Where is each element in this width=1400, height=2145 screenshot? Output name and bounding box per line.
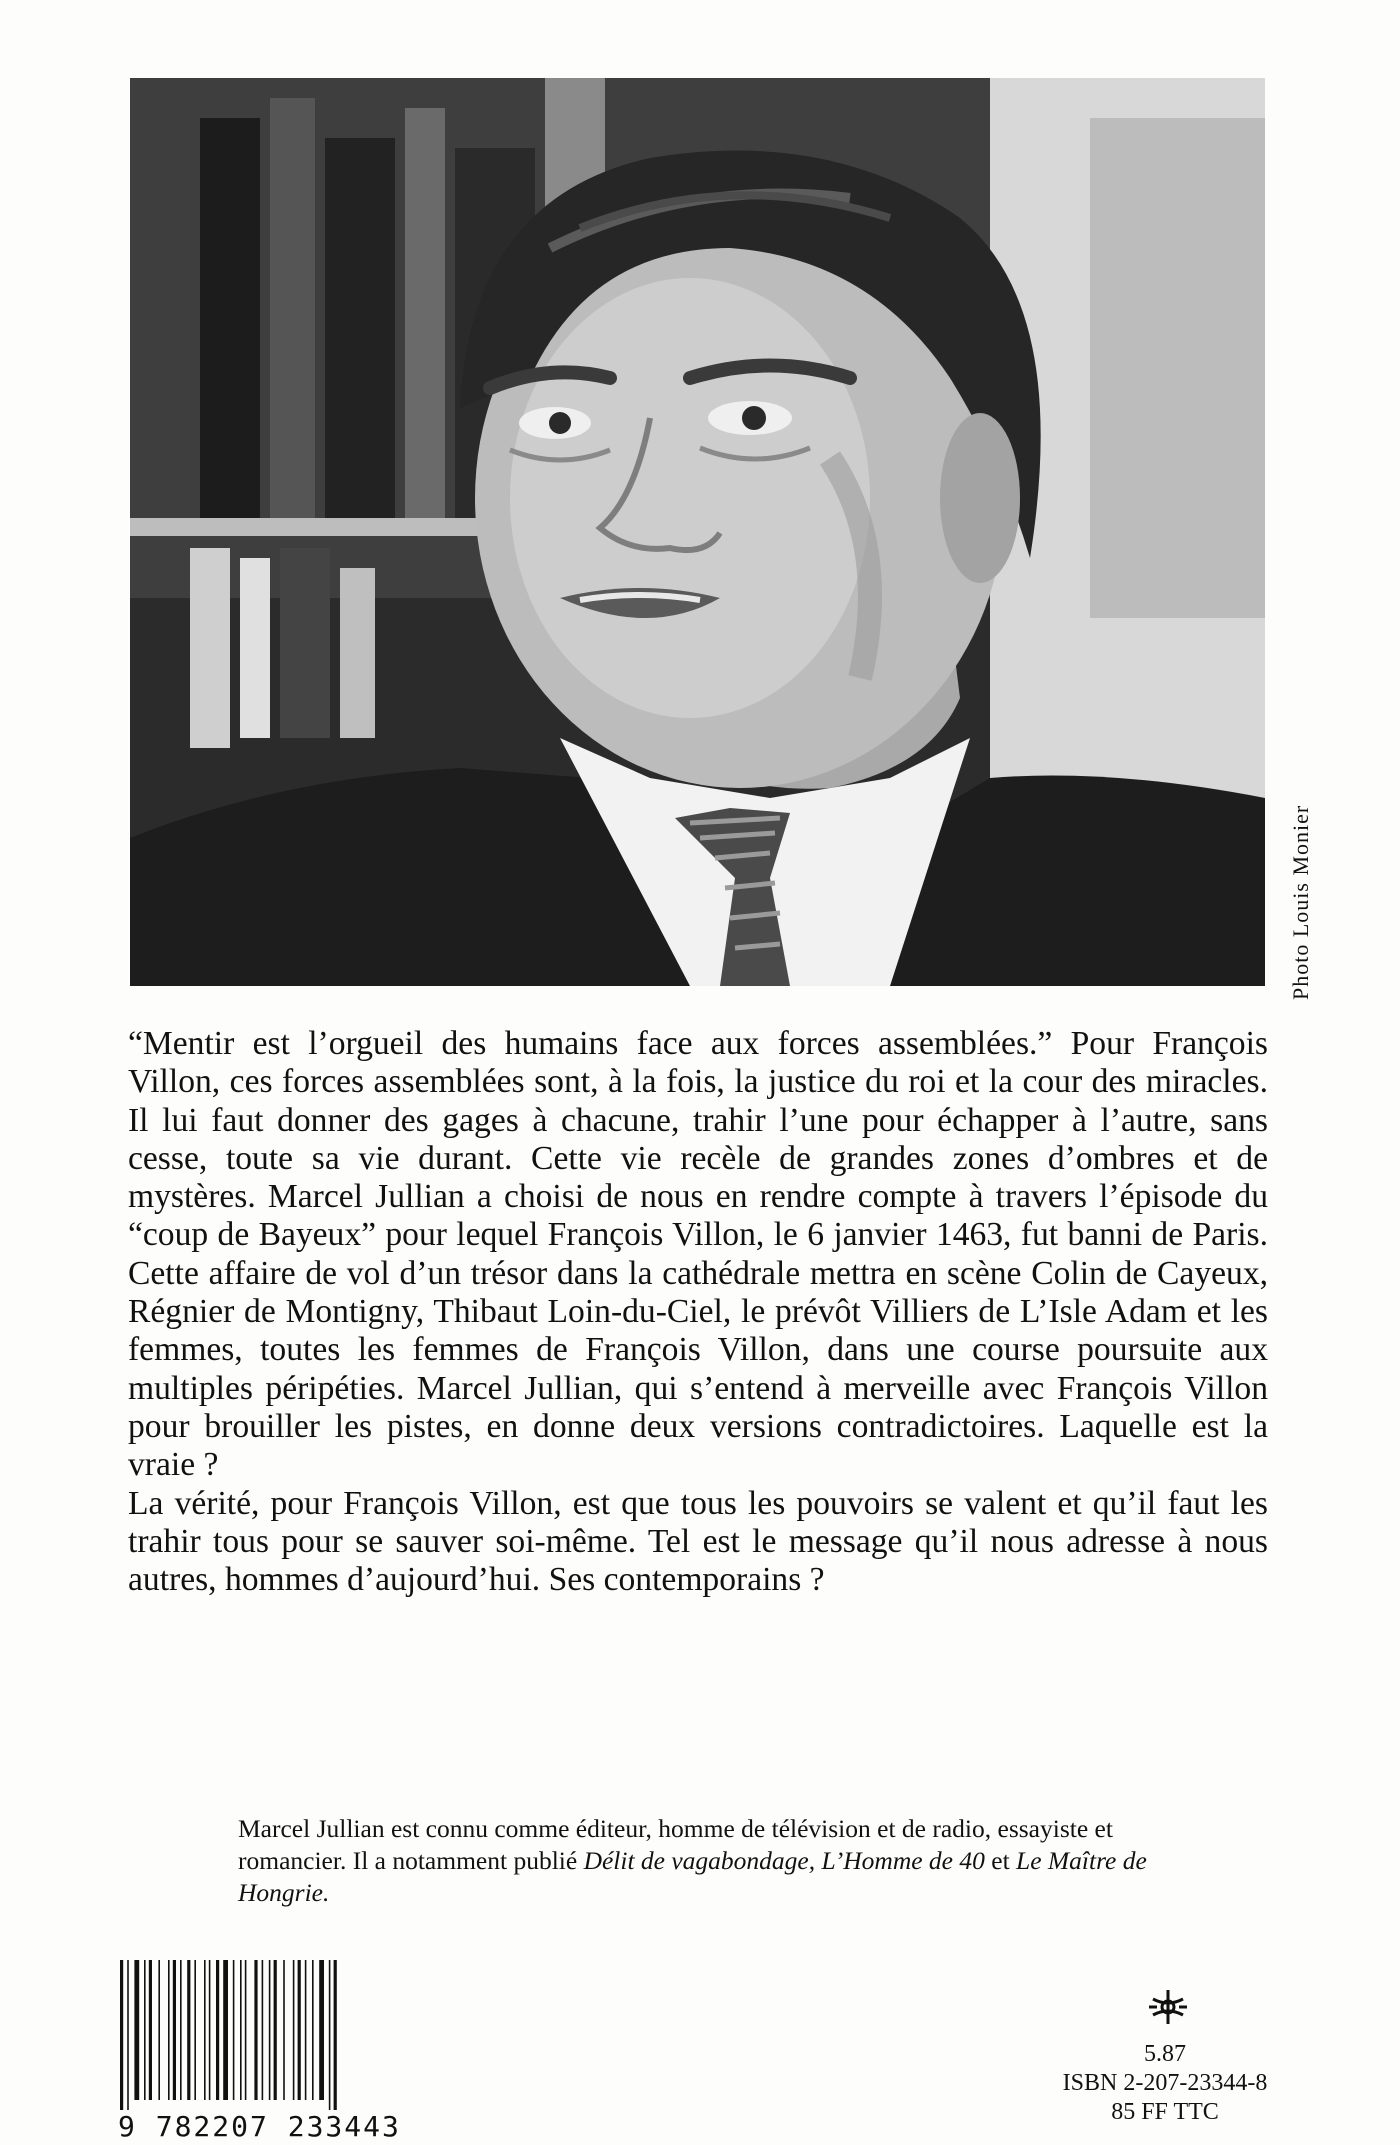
photo-credit: Photo Louis Monier [1288, 804, 1313, 1000]
catalog-code: 5.87 [1144, 2041, 1186, 2067]
book-title: Le Maître de Hongrie. [238, 1846, 1147, 1907]
author-note-text: Marcel Jullian est connu comme éditeur, homme de télévision et de radio, essayiste et romancier. Il a notamment publié [238, 1814, 1113, 1875]
isbn: ISBN 2-207-23344-8 [1062, 2070, 1268, 2096]
barcode [118, 1960, 408, 2110]
barcode-digits: 9 782207 233443 [118, 2110, 401, 2143]
author-note-text: et [984, 1846, 1017, 1875]
author-photo [130, 78, 1265, 986]
author-note [238, 1813, 1168, 1909]
book-title: L’Homme de 40 [821, 1846, 985, 1875]
price: 85 FF TTC [1111, 2099, 1219, 2125]
publisher-info [1055, 2040, 1275, 2127]
publisher-emblem-icon [1145, 1987, 1191, 2027]
book-title: Délit de vagabondage, [583, 1846, 816, 1875]
portrait-illustration [130, 78, 1265, 986]
back-cover-blurb [128, 1025, 1268, 1599]
blurb-paragraph: “Mentir est l’orgueil des humains face aux forces assemblées.” Pour François Villon, ces forces assemblées sont, à la fois, la justice du roi et la cour des miracles. Il lui faut donner des gages à chacune, trahir l’une pour échapper à l’autre, sans cesse, toute sa vie durant. Cette vie recèle de grandes zones d’ombres et de mystères. Marcel Jullian a choisi de nous en rendre compte à travers l’épisode du “coup de Bayeux” pour lequel François Villon, le 6 janvier 1463, fut banni de Paris. Cette affaire de vol d’un trésor dans la cathédrale mettra en scène Colin de Cayeux, Régnier de Montigny, Thibaut Loin-du-Ciel, le prévôt Villiers de L’Isle Adam et les femmes, toutes les femmes de François Villon, dans une course poursuite aux multiples péripéties. Marcel Jullian, qui s’entend à merveille avec François Villon pour brouiller les pistes, en donne deux versions contradictoires. Laquelle est la vraie ? [128, 1025, 1268, 1484]
blurb-paragraph: La vérité, pour François Villon, est que tous les pouvoirs se valent et qu’il faut les trahir tous pour se sauver soi-même. Tel est le message qu’il nous adresse à nous autres, hommes d’aujourd’hui. Ses contemporains ? [128, 1484, 1268, 1599]
